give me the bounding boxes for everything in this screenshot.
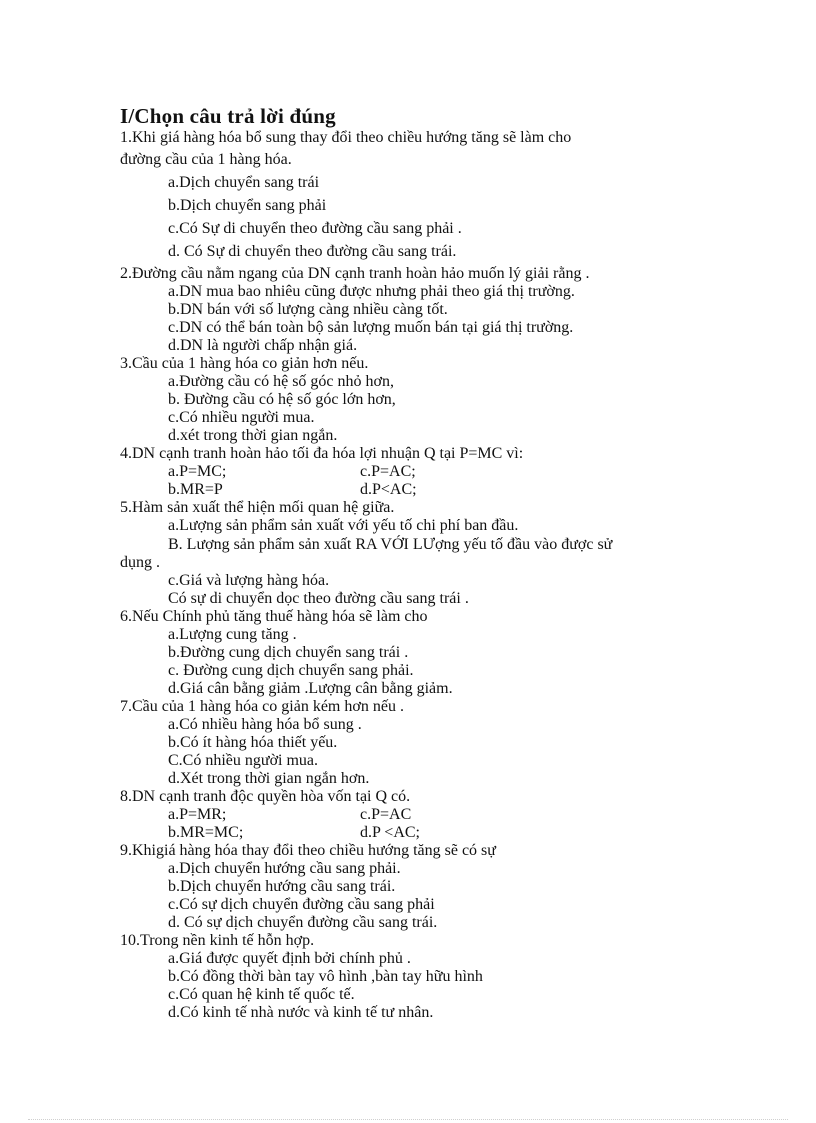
question-1-line-2: đường cầu của 1 hàng hóa. <box>120 151 292 168</box>
option-10b: b.Có đồng thời bàn tay vô hình ,bàn tay hữu hình <box>168 968 483 985</box>
option-8b: b.MR=MC; <box>168 824 244 841</box>
option-6d: d.Giá cân bằng giảm .Lượng cân bằng giảm. <box>168 680 453 697</box>
option-4b: b.MR=P <box>168 481 223 498</box>
option-6c: c. Đường cung dịch chuyển sang phải. <box>168 662 414 679</box>
option-3c: c.Có nhiều người mua. <box>168 409 315 426</box>
option-6b: b.Đường cung dịch chuyển sang trái . <box>168 644 409 661</box>
question-2: 2.Đường cầu nằm ngang của DN cạnh tranh hoàn hảo muốn lý giải rằng . <box>120 265 590 282</box>
option-9c: c.Có sự dịch chuyển đường cầu sang phải <box>168 896 435 913</box>
option-10d: d.Có kinh tế nhà nước và kinh tế tư nhân. <box>168 1004 434 1021</box>
option-5b-line-1: B. Lượng sản phẩm sản xuất RA VỚI LƯợng yếu tố đầu vào được sử <box>168 536 613 553</box>
option-1a: a.Dịch chuyển sang trái <box>168 174 320 191</box>
option-2a: a.DN mua bao nhiêu cũng được nhưng phải theo giá thị trường. <box>168 283 575 300</box>
option-2c: c.DN có thể bán toàn bộ sản lượng muốn bán tại giá thị trường. <box>168 319 574 336</box>
question-6: 6.Nếu Chính phủ tăng thuế hàng hóa sẽ làm cho <box>120 608 428 625</box>
question-8: 8.DN cạnh tranh độc quyền hòa vốn tại Q có. <box>120 788 411 805</box>
page-bottom-divider <box>28 1119 788 1120</box>
question-10: 10.Trong nền kinh tế hỗn hợp. <box>120 932 315 949</box>
option-5b-line-2: dụng . <box>120 554 160 571</box>
option-4a: a.P=MC; <box>168 463 227 480</box>
option-3a: a.Đường cầu có hệ số góc nhỏ hơn, <box>168 373 394 390</box>
option-9d: d. Có sự dịch chuyển đường cầu sang trái. <box>168 914 438 931</box>
option-7d: d.Xét trong thời gian ngắn hơn. <box>168 770 370 787</box>
option-9b: b.Dịch chuyển hướng cầu sang trái. <box>168 878 396 895</box>
question-7: 7.Cầu của 1 hàng hóa co giản kém hơn nếu . <box>120 698 404 715</box>
option-5d: Có sự di chuyển dọc theo đường cầu sang trái . <box>168 590 469 607</box>
page-title: I/Chọn câu trả lời đúng <box>120 104 336 128</box>
option-7a: a.Có nhiều hàng hóa bổ sung . <box>168 716 362 733</box>
option-6a: a.Lượng cung tăng . <box>168 626 297 643</box>
option-1d: d. Có Sự di chuyển theo đường cầu sang trái. <box>168 243 457 260</box>
option-7c: C.Có nhiều người mua. <box>168 752 319 769</box>
question-1-line-1: 1.Khi giá hàng hóa bổ sung thay đổi theo chiều hướng tăng sẽ làm cho <box>120 129 572 146</box>
option-5c: c.Giá và lượng hàng hóa. <box>168 572 330 589</box>
option-8a: a.P=MR; <box>168 806 227 823</box>
option-4c: c.P=AC; <box>360 463 416 480</box>
question-4: 4.DN cạnh tranh hoàn hảo tối đa hóa lợi nhuận Q tại P=MC vì: <box>120 445 524 462</box>
question-3: 3.Cầu của 1 hàng hóa co giản hơn nếu. <box>120 355 369 372</box>
question-9: 9.Khigiá hàng hóa thay đổi theo chiều hướng tăng sẽ có sự <box>120 842 496 859</box>
option-3b: b. Đường cầu có hệ số góc lớn hơn, <box>168 391 396 408</box>
option-10a: a.Giá được quyết định bởi chính phủ . <box>168 950 411 967</box>
option-4d: d.P<AC; <box>360 481 417 498</box>
option-2d: d.DN là người chấp nhận giá. <box>168 337 358 354</box>
option-1b: b.Dịch chuyển sang phải <box>168 197 327 214</box>
option-8c: c.P=AC <box>360 806 412 823</box>
option-7b: b.Có ít hàng hóa thiết yếu. <box>168 734 338 751</box>
option-10c: c.Có quan hệ kinh tế quốc tế. <box>168 986 355 1003</box>
option-9a: a.Dịch chuyển hướng cầu sang phải. <box>168 860 401 877</box>
option-1c: c.Có Sự di chuyển theo đường cầu sang phải . <box>168 220 462 237</box>
option-3d: d.xét trong thời gian ngắn. <box>168 427 338 444</box>
option-2b: b.DN bán với số lượng càng nhiều càng tốt. <box>168 301 448 318</box>
option-8d: d.P <AC; <box>360 824 420 841</box>
option-5a: a.Lượng sản phẩm sản xuất với yếu tố chi phí ban đầu. <box>168 517 519 534</box>
question-5: 5.Hàm sản xuất thể hiện mối quan hệ giữa. <box>120 499 395 516</box>
